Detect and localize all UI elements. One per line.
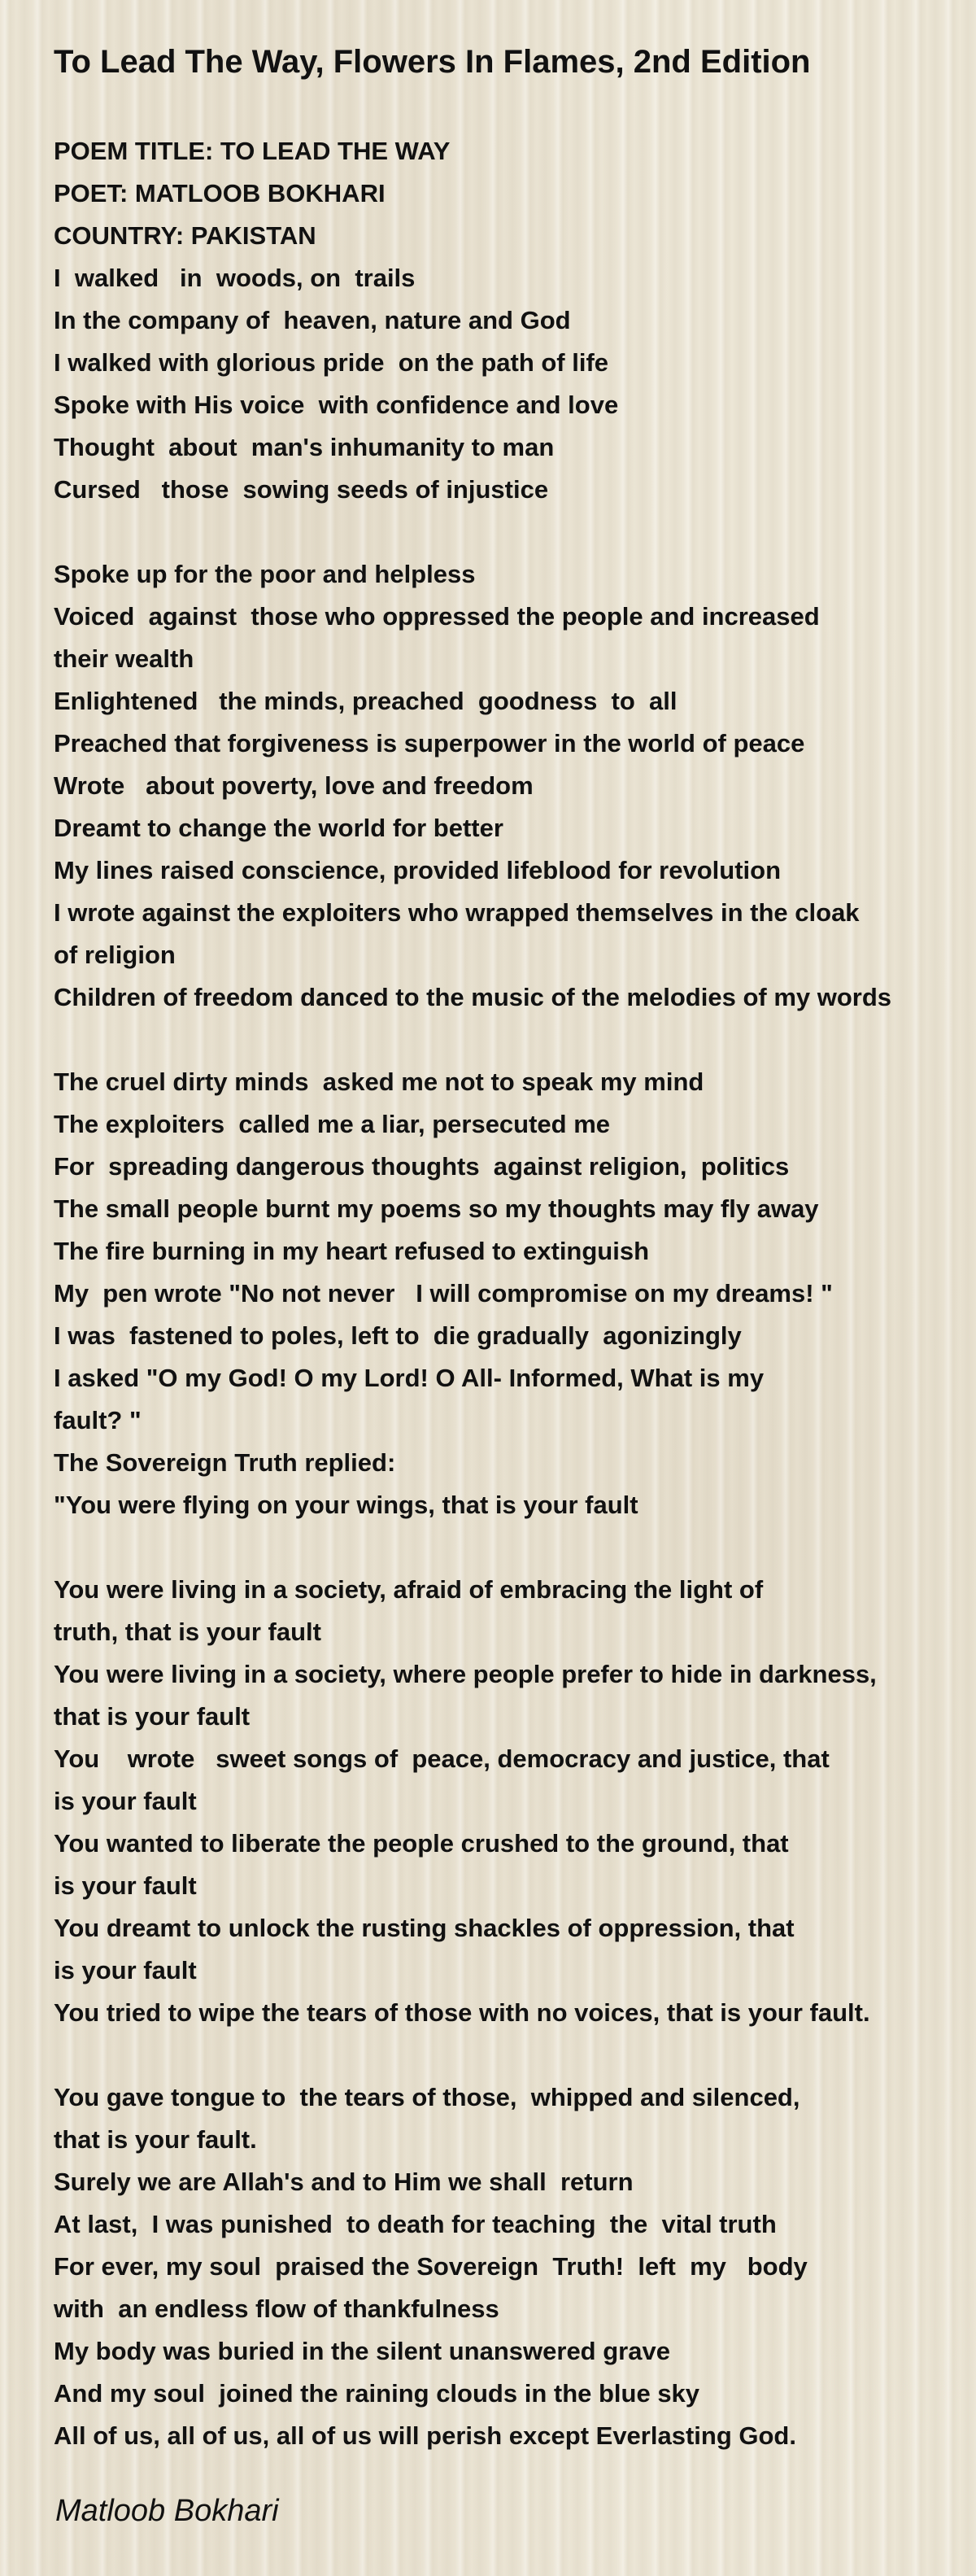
poem-line: with an endless flow of thankfulness (54, 2294, 499, 2323)
poem-line: At last, I was punished to death for teaching the vital truth (54, 2210, 777, 2238)
poem-line: My body was buried in the silent unanswered grave (54, 2337, 670, 2365)
stanza (54, 1061, 922, 1526)
poem-line: POEM TITLE: TO LEAD THE WAY (54, 137, 451, 165)
poem-line: Preached that forgiveness is superpower in the world of peace (54, 729, 805, 758)
poem-line: I wrote against the exploiters who wrapped themselves in the cloak (54, 898, 860, 927)
poem-line: of religion (54, 941, 176, 969)
poem-body (54, 130, 922, 2457)
poem-line: I walked in woods, on trails (54, 264, 416, 292)
poem-line: You were living in a society, afraid of embracing the light of (54, 1575, 764, 1604)
poem-line: Wrote about poverty, love and freedom (54, 771, 534, 800)
poem-line: POET: MATLOOB BOKHARI (54, 179, 386, 207)
poem-line: Thought about man's inhumanity to man (54, 433, 555, 461)
poem-line: The Sovereign Truth replied: (54, 1448, 396, 1477)
poem-line: fault? " (54, 1406, 142, 1434)
poem-line: For spreading dangerous thoughts against religion, politics (54, 1152, 790, 1181)
poem-line: Cursed those sowing seeds of injustice (54, 475, 549, 504)
poem-line: is your fault (54, 1956, 197, 1984)
poem-line: Voiced against those who oppressed the people and increased (54, 602, 820, 631)
poem-line: Dreamt to change the world for better (54, 814, 503, 842)
stanza (54, 1569, 922, 2034)
poem-line: You wanted to liberate the people crushed to the ground, that (54, 1829, 789, 1858)
stanza (54, 553, 922, 1019)
poem-line: that is your fault (54, 1702, 251, 1731)
poem-line: And my soul joined the raining clouds in the blue sky (54, 2379, 700, 2408)
poem-line: is your fault (54, 1871, 197, 1900)
poem-line: My pen wrote "No not never I will compromise on my dreams! " (54, 1279, 833, 1308)
page-title: To Lead The Way, Flowers In Flames, 2nd Edition (54, 44, 811, 80)
poem-line: I was fastened to poles, left to die gradually agonizingly (54, 1321, 742, 1350)
poem-line: Children of freedom danced to the music of the melodies of my words (54, 983, 892, 1011)
poem-line: The fire burning in my heart refused to extinguish (54, 1237, 650, 1265)
poem-line: Spoke with His voice with confidence and love (54, 391, 619, 419)
poem-line: is your fault (54, 1787, 197, 1815)
poem-line: The small people burnt my poems so my thoughts may fly away (54, 1194, 819, 1223)
poem-line: You dreamt to unlock the rusting shackles of oppression, that (54, 1914, 795, 1942)
poem-line: COUNTRY: PAKISTAN (54, 221, 316, 250)
poem-line: All of us, all of us, all of us will perish except Everlasting God. (54, 2421, 796, 2450)
poem-line: Enlightened the minds, preached goodness to all (54, 687, 678, 715)
poem-line: You wrote sweet songs of peace, democracy and justice, that (54, 1744, 830, 1773)
poem-line: "You were flying on your wings, that is your fault (54, 1491, 638, 1519)
poem-line: Spoke up for the poor and helpless (54, 560, 476, 588)
poem-line: In the company of heaven, nature and God (54, 306, 571, 334)
stanza (54, 130, 922, 511)
poem-line: their wealth (54, 644, 194, 673)
poem-line: The exploiters called me a liar, persecuted me (54, 1110, 611, 1138)
stanza (54, 2076, 922, 2457)
poem-line: I walked with glorious pride on the path of life (54, 348, 609, 377)
poem-line: You gave tongue to the tears of those, whipped and silenced, (54, 2083, 800, 2111)
poem-line: You tried to wipe the tears of those with no voices, that is your fault. (54, 1998, 870, 2027)
poem-line: For ever, my soul praised the Sovereign Truth! left my body (54, 2252, 808, 2281)
poem-line: Surely we are Allah's and to Him we shall return (54, 2168, 634, 2196)
poem-line: You were living in a society, where people prefer to hide in darkness, (54, 1660, 877, 1688)
poem-line: truth, that is your fault (54, 1618, 321, 1646)
poem-line: My lines raised conscience, provided lifeblood for revolution (54, 856, 782, 884)
author-name: Matloob Bokhari (55, 2494, 279, 2528)
poem-line: I asked "O my God! O my Lord! O All- Informed, What is my (54, 1364, 765, 1392)
poem-line: that is your fault. (54, 2125, 257, 2154)
poem-line: The cruel dirty minds asked me not to speak my mind (54, 1068, 704, 1096)
